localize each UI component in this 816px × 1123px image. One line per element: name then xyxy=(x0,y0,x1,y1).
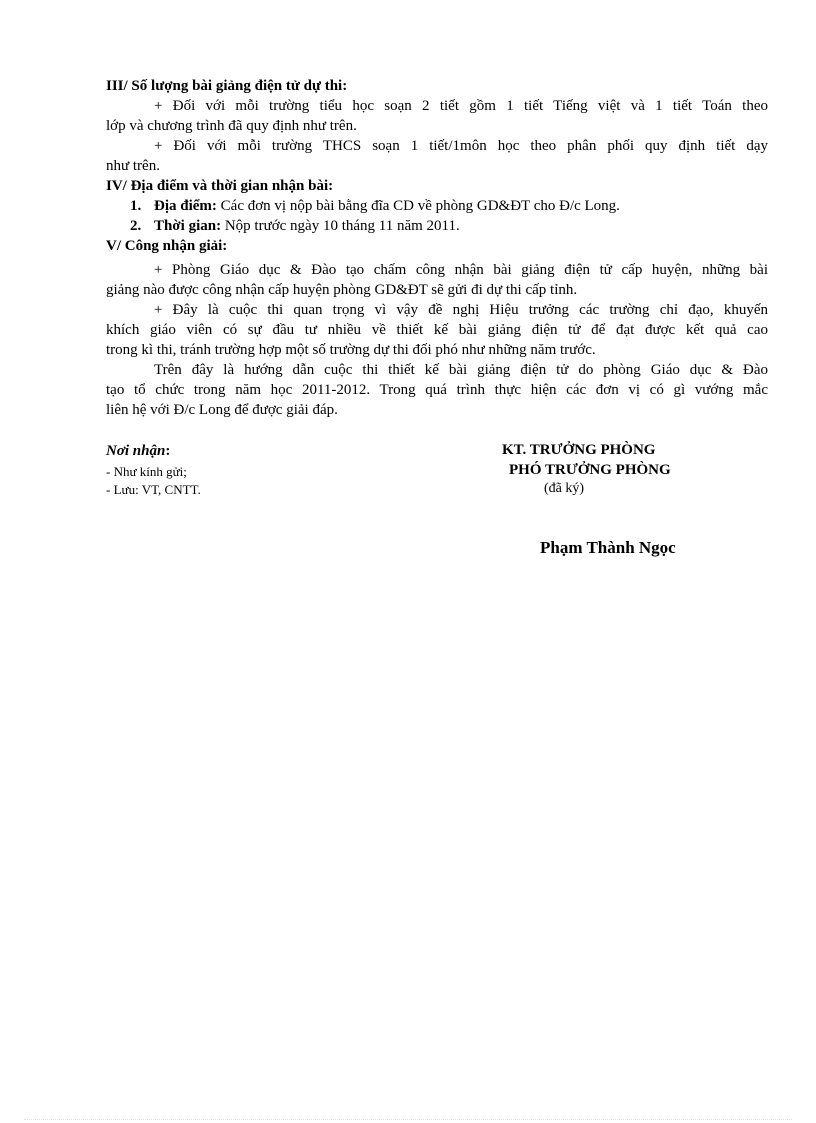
item-number: 2. xyxy=(130,218,142,234)
section-3-paragraph-1-line-1: + Đối với mỗi trường tiểu học soạn 2 tiết gồm 1 tiết Tiếng việt và 1 tiết Toán theo xyxy=(154,98,768,114)
section-3-paragraph-1-line-2: lớp và chương trình đã quy định như trên. xyxy=(106,118,357,134)
section-3-heading: III/ Số lượng bài giảng điện tử dự thi: xyxy=(106,78,348,94)
section-5-paragraph-1-line-2: giảng nào được công nhận cấp huyện phòng GD&ĐT sẽ gửi đi dự thi cấp tỉnh. xyxy=(106,282,578,298)
item-number: 1. xyxy=(130,198,142,214)
section-4-item-2 xyxy=(106,216,768,236)
section-5-paragraph-2-line-2: khích giáo viên có sự đầu tư nhiều về thiết kế bài giảng điện tử để đạt được kết quả cao xyxy=(106,322,768,338)
signer-name: Phạm Thành Ngọc xyxy=(540,538,676,557)
section-5-paragraph-2-line-1: + Đây là cuộc thi quan trọng vì vậy đề nghị Hiệu trưởng các trường chỉ đạo, khuyến xyxy=(154,302,768,318)
section-3-paragraph-2-line-1: + Đối với mỗi trường THCS soạn 1 tiết/1môn học theo phân phối quy định tiết dạy xyxy=(154,138,768,154)
document-body xyxy=(106,76,768,420)
section-5-paragraph-3-line-2: tạo tổ chức trong năm học 2011-2012. Trong quá trình thực hiện các đơn vị có gì vướng mắc xyxy=(106,382,768,398)
recipients-block xyxy=(106,441,406,499)
section-5-paragraph-2-line-3: trong kì thi, tránh trường hợp một số trường dự thi đối phó như những năm trước. xyxy=(106,342,596,358)
signature-title-2: PHÓ TRƯỞNG PHÒNG xyxy=(509,462,671,478)
section-5-paragraph-3-line-1: Trên đây là hướng dẫn cuộc thi thiết kế bài giảng điện tử do phòng Giáo dục & Đào xyxy=(154,362,768,378)
page-bottom-divider xyxy=(24,1119,792,1120)
item-key: Thời gian: xyxy=(154,218,222,234)
signature-status: (đã ký) xyxy=(544,481,585,496)
section-5-paragraph-1-line-1: + Phòng Giáo dục & Đào tạo chấm công nhận bài giảng điện tử cấp huyện, những bài xyxy=(154,262,768,278)
section-5-paragraph-3-line-3: liên hệ với Đ/c Long để được giải đáp. xyxy=(106,402,338,418)
section-3-paragraph-2-line-2: như trên. xyxy=(106,158,160,174)
section-4-item-1 xyxy=(106,196,768,216)
section-4-heading: IV/ Địa điểm và thời gian nhận bài: xyxy=(106,178,334,194)
recipient-item: - Lưu: VT, CNTT. xyxy=(106,482,201,497)
signature-title-1: KT. TRƯỞNG PHÒNG xyxy=(502,442,656,458)
item-text: Nộp trước ngày 10 tháng 11 năm 2011. xyxy=(221,218,460,234)
item-text: Các đơn vị nộp bài bằng đĩa CD về phòng GD&ĐT cho Đ/c Long. xyxy=(216,198,620,214)
recipient-item: - Như kính gửi; xyxy=(106,464,187,479)
section-5-heading: V/ Công nhận giải: xyxy=(106,238,228,254)
item-key: Địa điểm: xyxy=(154,198,217,214)
recipients-label: Nơi nhận: xyxy=(106,443,171,459)
